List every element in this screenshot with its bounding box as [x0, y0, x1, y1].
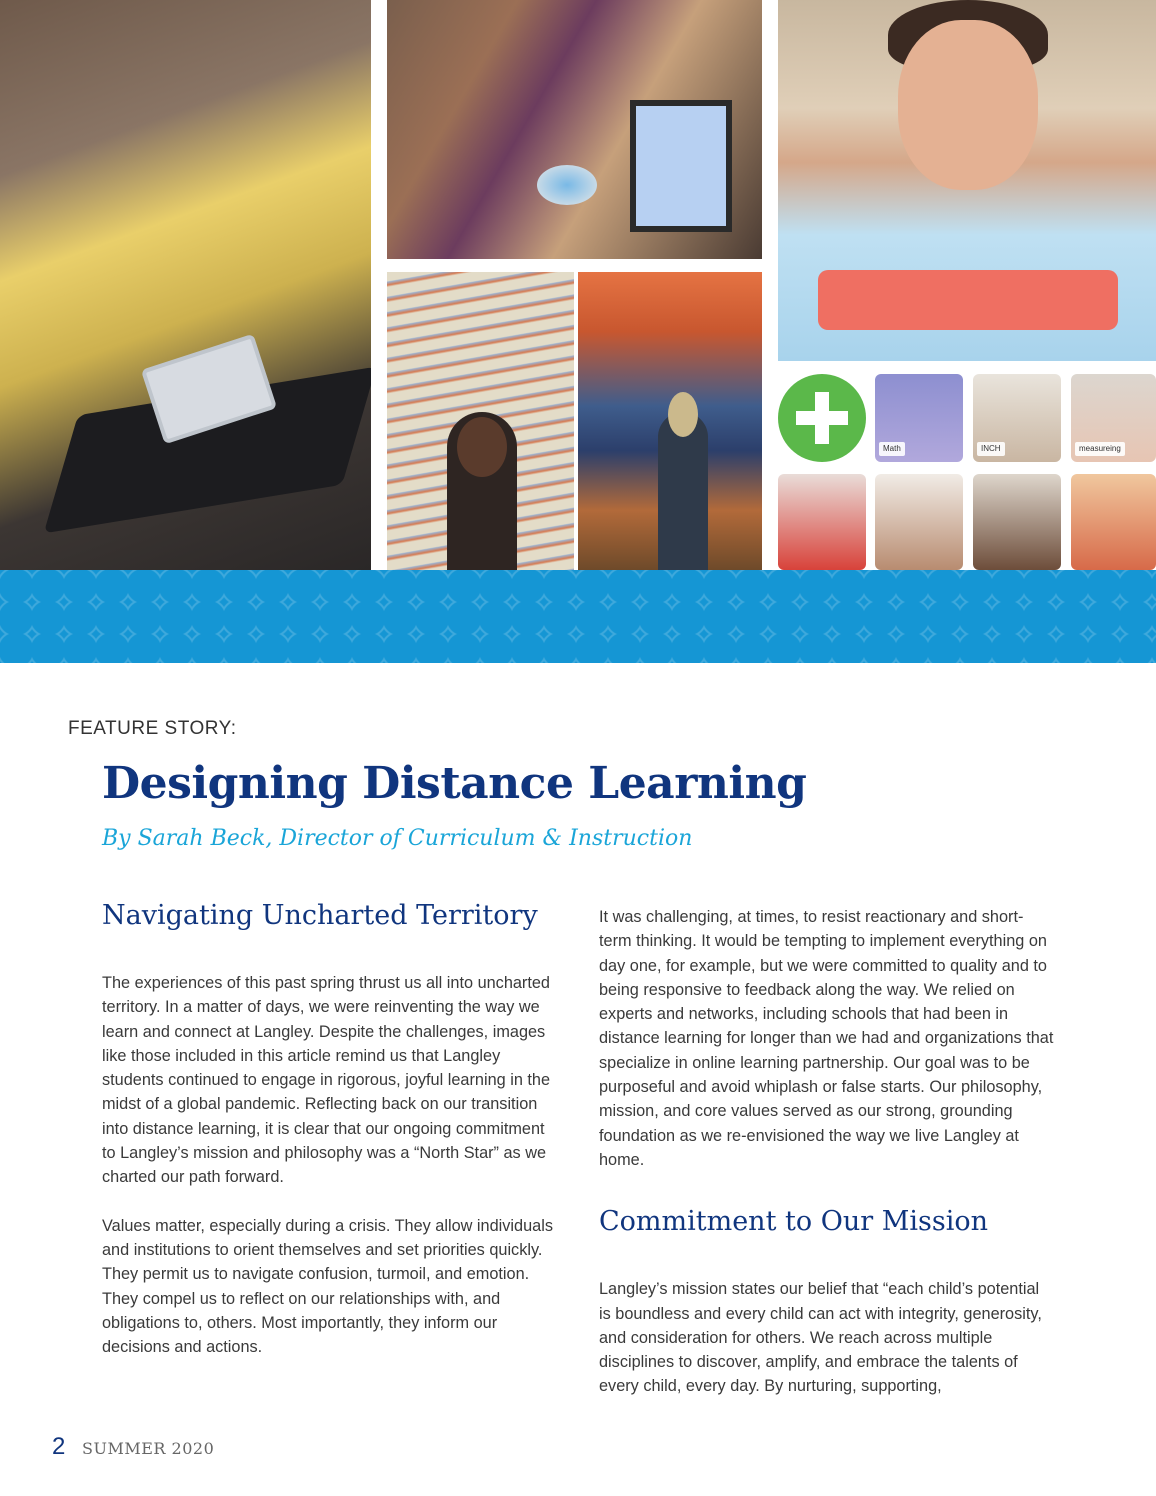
section-heading-uncharted: Navigating Uncharted Territory [102, 900, 538, 931]
photo-boy-scream-recreation [387, 272, 574, 570]
video-tile-label: INCH [977, 442, 1005, 456]
video-tile [875, 374, 963, 462]
left-column [102, 900, 557, 1359]
photo-girl-with-tablet [0, 0, 371, 570]
decorative-band [0, 570, 1156, 663]
paragraph: Values matter, especially during a crisis. They allow individuals and institutions to orient themselves and set priorities quickly. They permit us to navigate confusion, turmoil, and emotion. They compel us to reflect on our relationships with, and obligations to, others. Most importantly, they inform our decisions and actions. [102, 1216, 553, 1357]
paragraph: The experiences of this past spring thrust us all into uncharted territory. In a matter of days, we were reinventing the way we learn and connect at Langley. Despite the challenges, images like those included in this article remind us that Langley students continued to engage in rigorous, joyful learning in the midst of a global pandemic. Reflecting back on our transition into distance learning, it is clear that our ongoing commitment to Langley’s mission and philosophy was a “North Star” as we charted our path forward. [102, 974, 551, 1187]
video-tile [875, 474, 963, 570]
video-tile-label: Math [879, 442, 905, 456]
paragraph: It was challenging, at times, to resist reactionary and short-term thinking. It would be tempting to implement everything on day one, for example, but we were committed to quality and to being responsive to feedback along the way. We relied on experts and networks, including schools that had been in distance learning for longer than we had and organizations that specialize in online learning partnership. Our goal was to be purposeful and avoid whiplash or false starts. Our philosophy, mission, and core values served as our strong, grounding foundation as we re-envisioned the way we live Langley at home. [599, 908, 1054, 1169]
photo-boy-with-seedlings [778, 0, 1156, 361]
issue-label: SUMMER 2020 [82, 1439, 215, 1458]
video-tile-label: measureing [1075, 442, 1125, 456]
seedling-tray [818, 270, 1118, 330]
section-heading-mission: Commitment to Our Mission [599, 1206, 988, 1238]
photo-child-painting [387, 0, 762, 259]
video-tile [1071, 474, 1156, 570]
right-column [599, 905, 1054, 1399]
video-tile [778, 474, 866, 570]
article-byline: By Sarah Beck, Director of Curriculum & Instruction [102, 826, 693, 851]
paragraph: Langley’s mission states our belief that “each child’s potential is boundless and every child can act with integrity, generosity, and consideration for others. We reach across multiple disciplines to discover, amplify, and embrace the talents of every child, every day. By nurturing, supporting, [599, 1280, 1042, 1396]
plus-icon [778, 374, 866, 462]
video-tile [973, 374, 1061, 462]
photo-the-scream-painting [578, 272, 762, 570]
palette-shape [537, 165, 597, 205]
laptop-screen-shape [630, 100, 732, 232]
video-tile [1071, 374, 1156, 462]
page-number: 2 [52, 1433, 66, 1460]
feature-kicker: FEATURE STORY: [68, 718, 237, 739]
video-tile [973, 474, 1061, 570]
article-title: Designing Distance Learning [102, 758, 807, 809]
video-call-grid [778, 374, 1156, 570]
